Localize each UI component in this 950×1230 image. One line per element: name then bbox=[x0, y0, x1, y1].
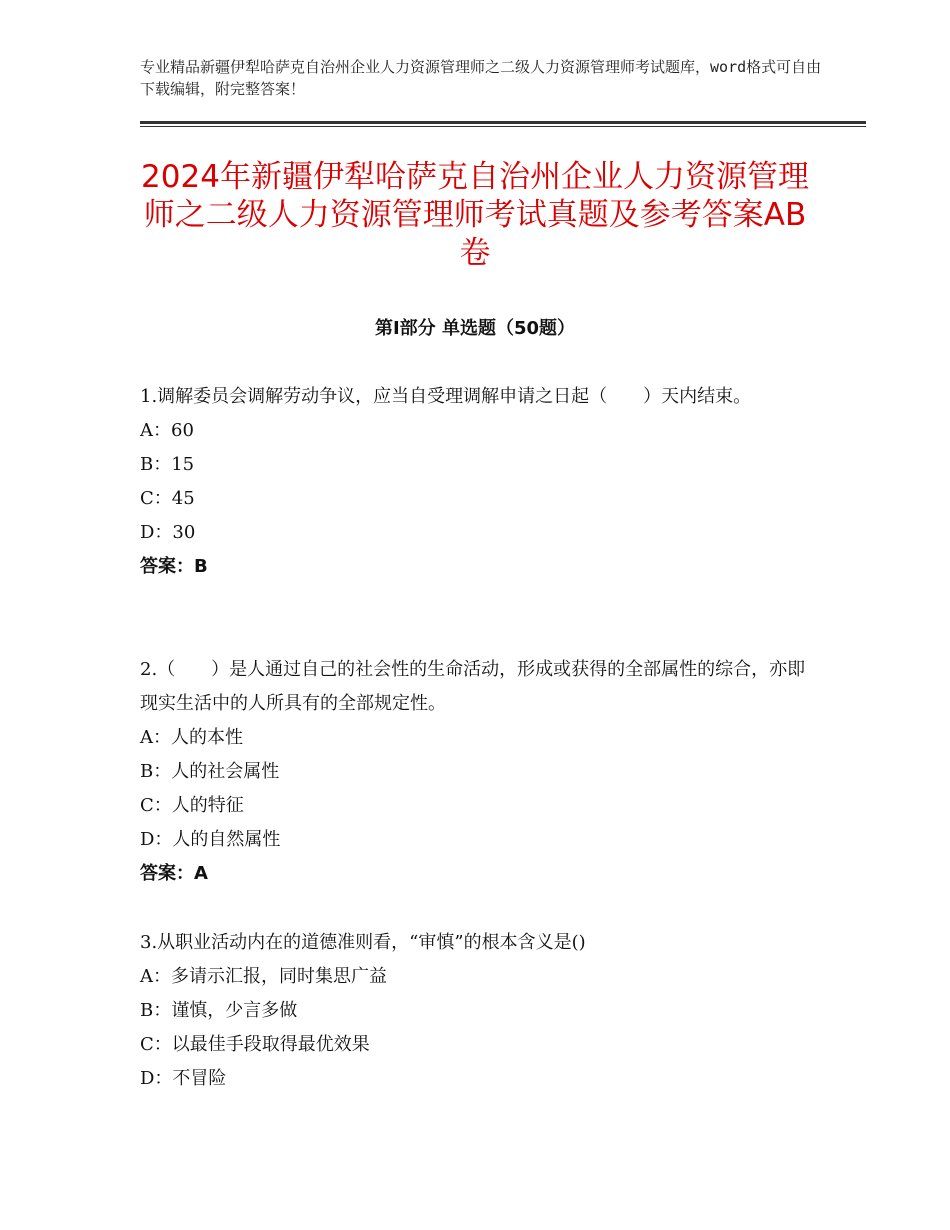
question-2 bbox=[140, 653, 820, 891]
option-d: D：人的自然属性 bbox=[140, 829, 281, 850]
document-title: 2024年新疆伊犁哈萨克自治州企业人力资源管理师之二级人力资源管理师考试真题及参考答案AB卷 bbox=[141, 159, 809, 271]
question-stem: 3.从职业活动内在的道德准则看，“审慎”的根本含义是() bbox=[140, 932, 586, 953]
option-a: A：人的本性 bbox=[140, 727, 243, 748]
option-c: C：以最佳手段取得最优效果 bbox=[140, 1034, 370, 1055]
answer: 答案：A bbox=[140, 863, 208, 884]
option-d: D：不冒险 bbox=[140, 1068, 227, 1089]
answer: 答案：B bbox=[140, 556, 208, 577]
option-b: B：人的社会属性 bbox=[140, 761, 280, 782]
option-c: C：45 bbox=[140, 488, 195, 509]
option-d: D：30 bbox=[140, 522, 196, 543]
header-divider-thick bbox=[140, 121, 866, 124]
question-3 bbox=[140, 926, 820, 1096]
option-a: A：多请示汇报，同时集思广益 bbox=[140, 966, 387, 987]
option-b: B：谨慎，少言多做 bbox=[140, 1000, 298, 1021]
option-a: A：60 bbox=[140, 420, 194, 441]
question-1 bbox=[140, 380, 820, 584]
header-divider-thin bbox=[140, 126, 866, 127]
option-b: B：15 bbox=[140, 454, 195, 475]
question-stem: 2.（ ）是人通过自己的社会性的生命活动，形成或获得的全部属性的综合，亦即现实生活中的人所具有的全部规定性。 bbox=[140, 659, 806, 714]
section-title: 第Ⅰ部分 单选题（50题） bbox=[374, 318, 575, 339]
header-note: 专业精品新疆伊犁哈萨克自治州企业人力资源管理师之二级人力资源管理师考试题库，word格式可自由下载编辑，附完整答案！ bbox=[140, 58, 822, 98]
question-stem: 1.调解委员会调解劳动争议，应当自受理调解申请之日起（ ）天内结束。 bbox=[140, 386, 752, 407]
option-c: C：人的特征 bbox=[140, 795, 244, 816]
